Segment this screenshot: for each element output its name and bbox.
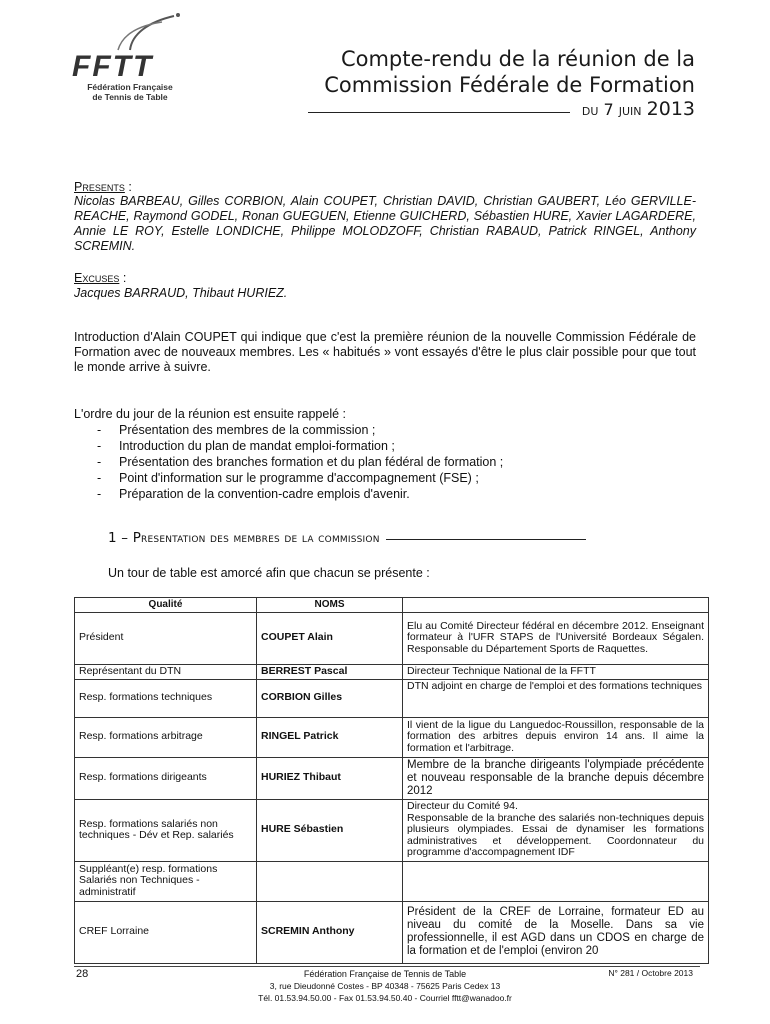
logo-subtitle — [80, 82, 180, 102]
excuses-label: Excuses — [74, 271, 120, 285]
name-cell: CORBION Gilles — [257, 679, 403, 717]
svg-text:FFTT: FFTT — [72, 50, 154, 82]
agenda-list — [74, 422, 696, 502]
table-row — [75, 664, 709, 679]
role-cell: Resp. formations techniques — [75, 679, 257, 717]
fftt-logo — [70, 12, 190, 107]
presents-label: Presents — [74, 180, 125, 194]
description-cell: Elu au Comité Directeur fédéral en décembre 2012. Enseignant formateur à l'UFR STAPS de l'Université Bordeaux Ségalen. Responsable du Département Sports de Raquettes. — [403, 612, 709, 664]
members-table — [74, 597, 709, 964]
name-cell: HURIEZ Thibaut — [257, 757, 403, 799]
agenda-item: - Préparation de la convention-cadre emplois d'avenir. — [74, 486, 696, 502]
role-cell: Représentant du DTN — [75, 664, 257, 679]
section-rule — [386, 539, 586, 540]
agenda-item: - Introduction du plan de mandat emploi-formation ; — [74, 438, 696, 454]
description-cell: Président de la CREF de Lorraine, formateur ED au niveau du comité de la Moselle. Dans sa vie professionnelle, il est AGD dans un CDOS en charge de la formation et de l'emploi (environ 20 — [403, 901, 709, 963]
table-header-name: NOMS — [257, 598, 403, 613]
issue-number: N° 281 / Octobre 2013 — [608, 968, 693, 978]
table-row — [75, 861, 709, 901]
description-cell: Membre de la branche dirigeants l'olympiade précédente et nouveau responsable de la branche depuis décembre 2012 — [403, 757, 709, 799]
table-row — [75, 679, 709, 717]
agenda-item: - Point d'information sur le programme d'accompagnement (FSE) ; — [74, 470, 696, 486]
name-cell: HURE Sébastien — [257, 799, 403, 861]
agenda-item: - Présentation des membres de la commission ; — [74, 422, 696, 438]
fftt-logo-icon — [70, 12, 190, 82]
table-header-desc — [403, 598, 709, 613]
page-number: 28 — [76, 968, 89, 980]
name-cell: COUPET Alain — [257, 612, 403, 664]
table-row — [75, 612, 709, 664]
role-cell: Resp. formations salariés non techniques - Dév et Rep. salariés — [75, 799, 257, 861]
title-rule — [308, 112, 570, 113]
role-cell: Président — [75, 612, 257, 664]
table-row — [75, 757, 709, 799]
footer-rule — [74, 966, 700, 967]
agenda-item: - Présentation des branches formation et du plan fédéral de formation ; — [74, 454, 696, 470]
presents-list: Nicolas BARBEAU, Gilles CORBION, Alain COUPET, Christian DAVID, Christian GAUBERT, Léo GERVILLE-REACHE, Raymond GODEL, Ronan GUEGUEN, Etienne GUICHERD, Sébastien HURE, Xavier LAGARDERE, Annie LE ROY, Estelle LONDICHE, Philippe MOLODZOFF, Christian RABAUD, Patrick RINGEL, Anthony SCREMIN. — [74, 194, 696, 253]
description-cell — [403, 861, 709, 901]
description-cell — [403, 799, 709, 861]
date-prefix: du 7 juin — [581, 100, 642, 119]
section-title: 1 – Presentation des membres de la commission — [108, 530, 380, 546]
document-title — [324, 46, 695, 98]
excuses-heading: Excuses : — [74, 271, 127, 285]
name-cell: RINGEL Patrick — [257, 717, 403, 757]
agenda-intro: L'ordre du jour de la réunion est ensuite rappelé : — [74, 407, 347, 421]
section-intro: Un tour de table est amorcé afin que chacun se présente : — [108, 566, 430, 580]
excuses-list: Jacques BARRAUD, Thibaut HURIEZ. — [74, 286, 288, 300]
title-line2: Commission Fédérale de Formation — [324, 73, 695, 97]
section-heading — [108, 530, 586, 546]
logo-subtitle-line1: Fédération Française — [87, 82, 173, 92]
name-cell: SCREMIN Anthony — [257, 901, 403, 963]
role-cell: Resp. formations arbitrage — [75, 717, 257, 757]
intro-paragraph: Introduction d'Alain COUPET qui indique que c'est la première réunion de la nouvelle Commission Fédérale de Formation avec de nouveaux membres. Les « habitués » vont essayés d'être le plus clair possible pour que tout le monde arrive à suivre. — [74, 330, 696, 374]
table-row — [75, 799, 709, 861]
description-line: Directeur du Comité 94. — [407, 800, 518, 813]
role-cell: Resp. formations dirigeants — [75, 757, 257, 799]
table-header-role: Qualité — [75, 598, 257, 613]
table-row — [75, 717, 709, 757]
logo-subtitle-line2: de Tennis de Table — [92, 92, 168, 102]
description-line: Responsable de la branche des salariés non-techniques depuis plusieurs olympiades. Essai de dynamiser les formations administratives et développement. Coordonnateur du programme d'accompagnement IDF — [407, 811, 704, 859]
table-row — [75, 901, 709, 963]
presents-heading: Presents : — [74, 180, 132, 194]
table-header-row — [75, 598, 709, 613]
document-date — [308, 98, 695, 120]
role-cell: CREF Lorraine — [75, 901, 257, 963]
date-year: 2013 — [646, 98, 695, 120]
name-cell — [257, 861, 403, 901]
footer-org: Fédération Française de Tennis de Table — [303, 969, 467, 979]
name-cell: BERREST Pascal — [257, 664, 403, 679]
description-cell: DTN adjoint en charge de l'emploi et des formations techniques — [403, 679, 709, 717]
footer-contact: Tél. 01.53.94.50.00 - Fax 01.53.94.50.40 - Courriel fftt@wanadoo.fr — [258, 993, 512, 1003]
role-cell: Suppléant(e) resp. formations Salariés non Techniques - administratif — [75, 861, 257, 901]
title-line1: Compte-rendu de la réunion de la — [340, 47, 695, 71]
description-cell: Directeur Technique National de la FFTT — [403, 664, 709, 679]
footer-street: 3, rue Dieudonné Costes - BP 40348 - 75625 Paris Cedex 13 — [269, 981, 501, 991]
description-cell: Il vient de la ligue du Languedoc-Roussillon, responsable de la formation des arbitres depuis environ 14 ans. Il aime la formation et l'arbitrage. — [403, 717, 709, 757]
